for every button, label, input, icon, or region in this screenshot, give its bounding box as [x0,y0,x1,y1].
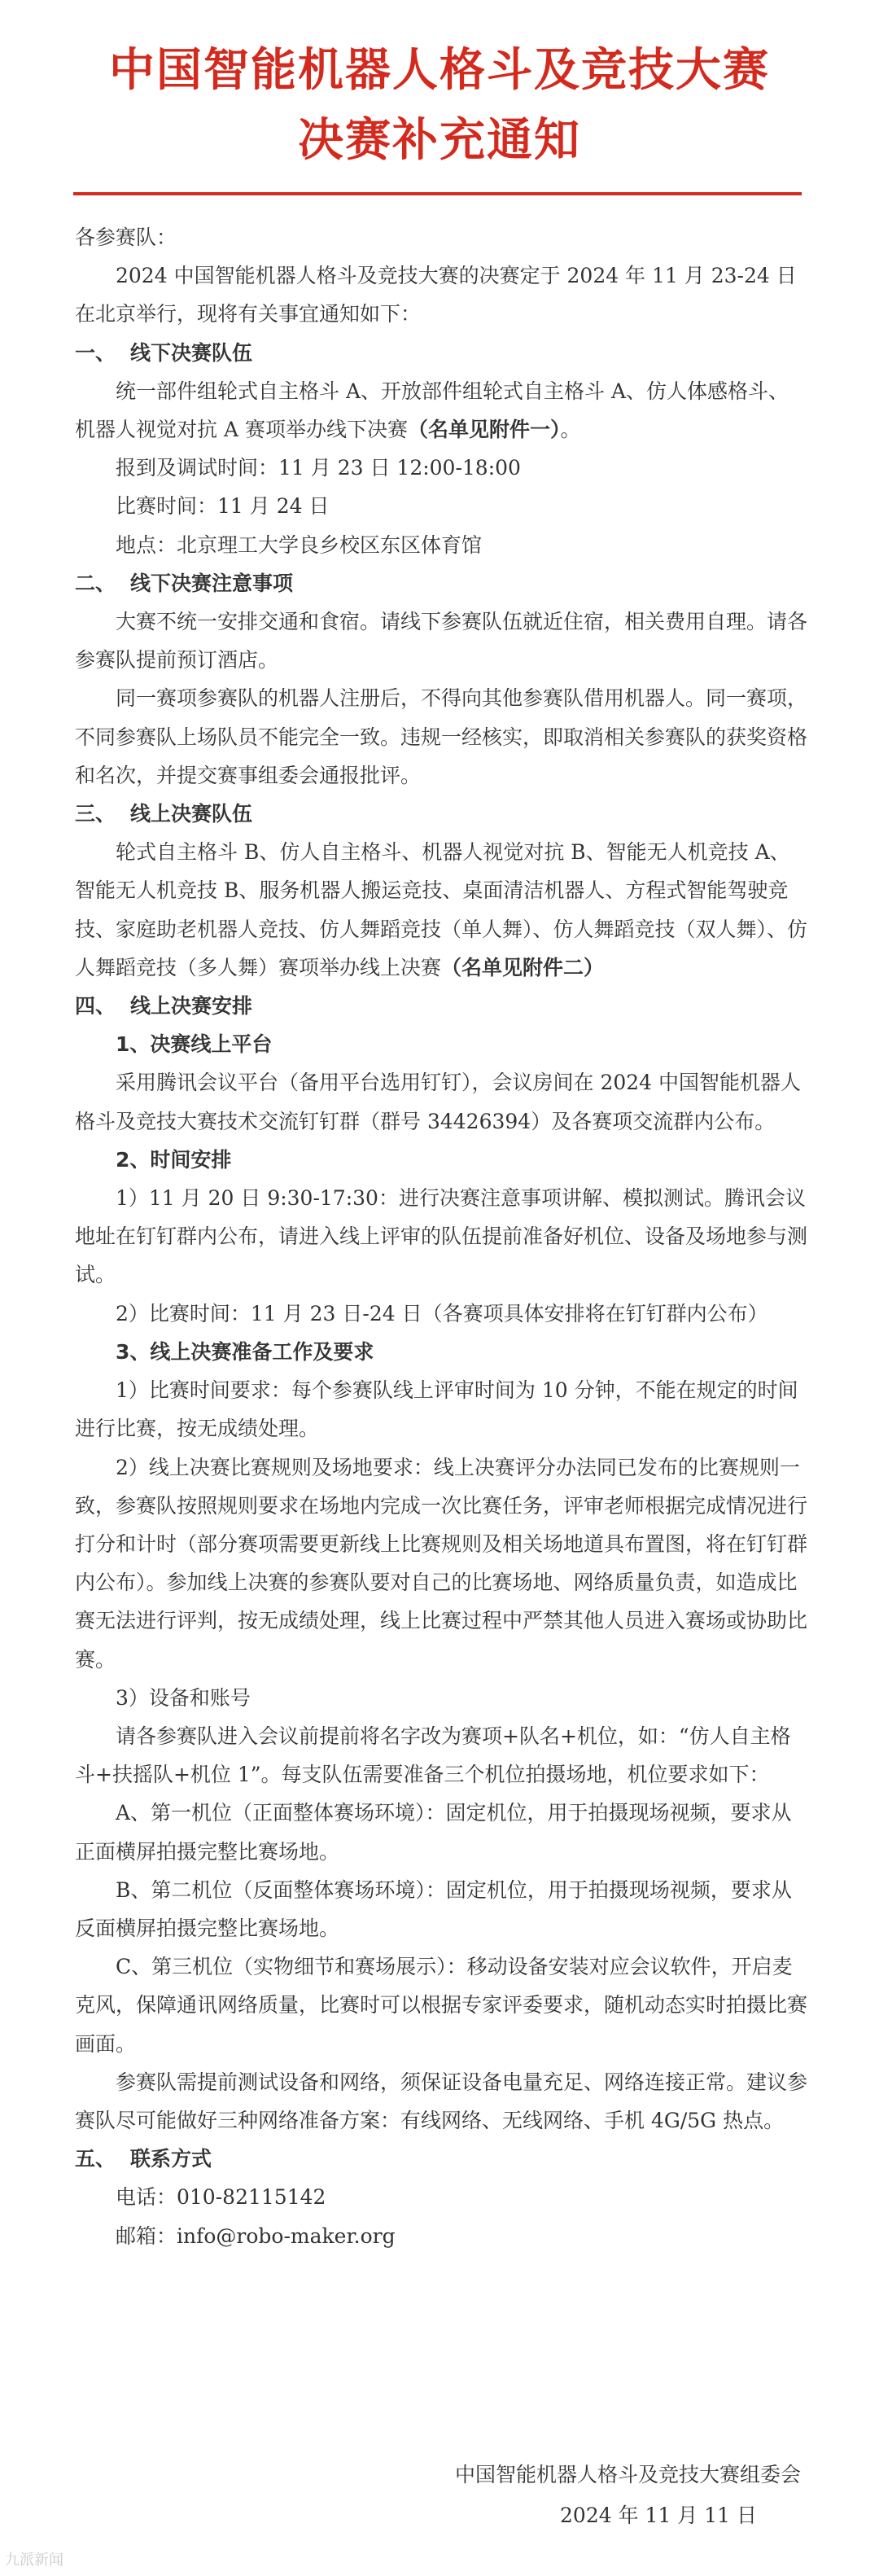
section-heading-1: 一、 线下决赛队伍 [75,340,253,365]
salutation: 各参赛队： [75,226,177,249]
notice-title-line2: 决赛补充通知 [298,114,581,167]
notice-title-line1: 中国智能机器人格斗及竞技大赛 [109,44,770,97]
section3-paragraph: 轮式自主格斗 B、仿人自主格斗、机器人视觉对抗 B、智能无人机竞技 A、智能无人机竞技 B、服务机器人搬运竞技、桌面清洁机器人、方程式智能驾驶竞技、家庭助老机器人竞技、仿人舞蹈竞技（单人舞）、仿人舞蹈竞技（双人舞）、仿人舞蹈竞技（多人舞）赛项举办线上决赛（名单见附件二） [75,840,808,979]
section1-paragraph: 统一部件组轮式自主格斗 A、开放部件组轮式自主格斗 A、仿人体感格斗、机器人视觉对抗 A 赛项举办线下决赛（名单见附件一）。 [75,379,789,442]
prep-item-1: 1）比赛时间要求：每个参赛队线上评审时间为 10 分钟，不能在规定的时间进行比赛，按无成绩处理。 [75,1378,798,1441]
match-time: 比赛时间：11 月 24 日 [116,494,330,519]
camera-c: C、第三机位（实物细节和赛场展示）：移动设备安装对应会议软件，开启麦克风，保障通讯网络质量，比赛时可以根据专家评委要求，随机动态实时拍摄比赛画面。 [75,1955,808,2056]
section-heading-3: 三、 线上决赛队伍 [75,802,253,826]
schedule-item-2: 2）比赛时间：11 月 23 日-24 日（各赛项具体安排将在钉钉群内公布） [116,1301,768,1325]
signature-organizer: 中国智能机器人格斗及竞技大赛组委会 [454,2463,801,2486]
section2-paragraph-1: 大赛不统一安排交通和食宿。请线下参赛队伍就近住宿，相关费用自理。请各参赛队提前预订酒店。 [75,610,808,672]
section-heading-2: 二、 线下决赛注意事项 [75,571,294,595]
contact-email: 邮箱：info@robo-maker.org [116,2223,396,2248]
attachment2-ref: （名单见附件二） [441,955,605,979]
signature-date: 2024 年 11 月 11 日 [560,2504,757,2527]
prep-item-3: 3）设备和账号 [116,1685,251,1710]
section2-paragraph-2: 同一赛项参赛队的机器人注册后，不得向其他参赛队借用机器人。同一赛项，不同参赛队上场队员不能完全一致。违规一经核实，即取消相关参赛队的获奖资格和名次，并提交赛事组委会通报批评。 [75,686,808,787]
subheading-preparation: 3、线上决赛准备工作及要求 [116,1339,374,1364]
camera-a: A、第一机位（正面整体赛场环境）：固定机位，用于拍摄现场视频，要求从正面横屏拍摄完整比赛场地。 [75,1801,792,1864]
camera-b: B、第二机位（反面整体赛场环境）：固定机位，用于拍摄现场视频，要求从反面横屏拍摄完整比赛场地。 [75,1877,792,1940]
header-divider [73,192,802,195]
network-paragraph: 参赛队需提前测试设备和网络，须保证设备电量充足、网络连接正常。建议参赛队尽可能做好三种网络准备方案：有线网络、无线网络、手机 4G/5G 热点。 [75,2070,808,2132]
notice-body [75,218,807,2255]
section-heading-5: 五、 联系方式 [75,2147,212,2171]
checkin-time: 报到及调试时间：11 月 23 日 12:00-18:00 [116,456,521,480]
naming-paragraph: 请各参赛队进入会议前提前将名字改为赛项+队名+机位，如：“仿人自主格斗+扶摇队+机位 1”。每支队伍需要准备三个机位拍摄场地，机位要求如下： [75,1724,791,1787]
prep-item-2: 2）线上决赛比赛规则及场地要求：线上决赛评分办法同已发布的比赛规则一致，参赛队按照规则要求在场地内完成一次比赛任务，评审老师根据完成情况进行打分和计时（部分赛项需要更新线上比赛规则及相关场地道具布置图，将在钉钉群内公布）。参加线上决赛的参赛队要对自己的比赛场地、网络质量负责，如造成比赛无法进行评判，按无成绩处理，线上比赛过程中严禁其他人员进入赛场或协助比赛。 [75,1455,808,1671]
subheading-schedule: 2、时间安排 [116,1147,232,1172]
contact-phone: 电话：010-82115142 [116,2185,326,2210]
venue: 地点：北京理工大学良乡校区东区体育馆 [116,532,483,557]
attachment1-ref: （名单见附件一） [407,418,561,442]
platform-paragraph: 采用腾讯会议平台（备用平台选用钉钉），会议房间在 2024 中国智能机器人格斗及竞技大赛技术交流钉钉群（群号 34426394）及各赛项交流群内公布。 [75,1071,802,1133]
subheading-platform: 1、决赛线上平台 [116,1032,273,1057]
watermark-logo: 九派新闻 [5,2552,63,2569]
section-heading-4: 四、 线上决赛安排 [75,994,253,1019]
schedule-item-1: 1）11 月 20 日 9:30-17:30：进行决赛注意事项讲解、模拟测试。腾讯会议地址在钉钉群内公布，请进入线上评审的队伍提前准备好机位、设备及场地参与测试。 [75,1186,808,1287]
intro-paragraph: 2024 中国智能机器人格斗及竞技大赛的决赛定于 2024 年 11 月 23-24 日在北京举行，现将有关事宜通知如下： [75,264,797,326]
